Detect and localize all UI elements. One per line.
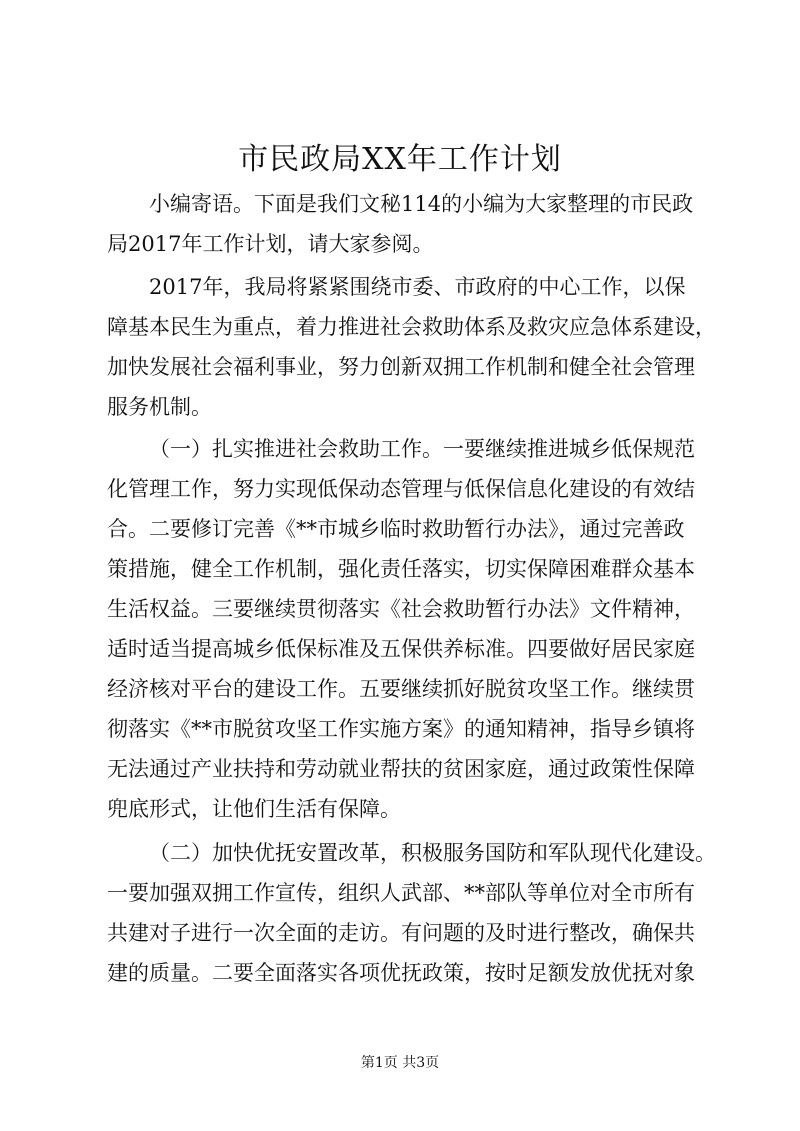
paragraph-line: 生活权益。三要继续贯彻落实《社会救助暂行办法》文件精神，	[107, 597, 695, 621]
document-title: 市民政局XX年工作计划	[238, 142, 562, 177]
paragraph-line: 一要加强双拥工作宣传，组织人武部、**部队等单位对全市所有	[107, 881, 695, 905]
paragraph-line: 共建对子进行一次全面的走访。有问题的及时进行整改，确保共	[107, 921, 695, 945]
paragraph-line: 适时适当提高城乡低保标准及五保供养标准。四要做好居民家庭	[107, 637, 695, 661]
paragraph-line: 建的质量。二要全面落实各项优抚政策，按时足额发放优抚对象	[107, 961, 695, 985]
paragraph-line: （二）加快优抚安置改革，积极服务国防和军队现代化建设。	[149, 841, 716, 865]
paragraph-line: 策措施，健全工作机制，强化责任落实，切实保障困难群众基本	[107, 557, 695, 581]
paragraph-line: 服务机制。	[107, 395, 212, 419]
page-footer: 第1页 共3页	[360, 1055, 440, 1071]
paragraph-line: 2017年，我局将紧紧围绕市委、市政府的中心工作，以保	[149, 275, 686, 299]
paragraph-line: 加快发展社会福利事业，努力创新双拥工作机制和健全社会管理	[107, 355, 695, 379]
paragraph-line: 彻落实《**市脱贫攻坚工作实施方案》的通知精神，指导乡镇将	[107, 717, 695, 741]
paragraph-line: 无法通过产业扶持和劳动就业帮扶的贫困家庭，通过政策性保障	[107, 757, 695, 781]
paragraph-line: 化管理工作，努力实现低保动态管理与低保信息化建设的有效结	[107, 477, 695, 501]
paragraph-line: 局2017年工作计划，请大家参阅。	[107, 232, 434, 256]
paragraph-line: 合。二要修订完善《**市城乡临时救助暂行办法》，通过完善政	[107, 517, 685, 541]
paragraph-line: （一）扎实推进社会救助工作。一要继续推进城乡低保规范	[149, 437, 695, 461]
paragraph-line: 经济核对平台的建设工作。五要继续抓好脱贫攻坚工作。继续贯	[107, 677, 695, 701]
paragraph-line: 小编寄语。下面是我们文秘114的小编为大家整理的市民政	[149, 192, 694, 216]
paragraph-line: 兜底形式，让他们生活有保障。	[107, 797, 401, 821]
paragraph-line: 障基本民生为重点，着力推进社会救助体系及救灾应急体系建设，	[107, 315, 716, 339]
